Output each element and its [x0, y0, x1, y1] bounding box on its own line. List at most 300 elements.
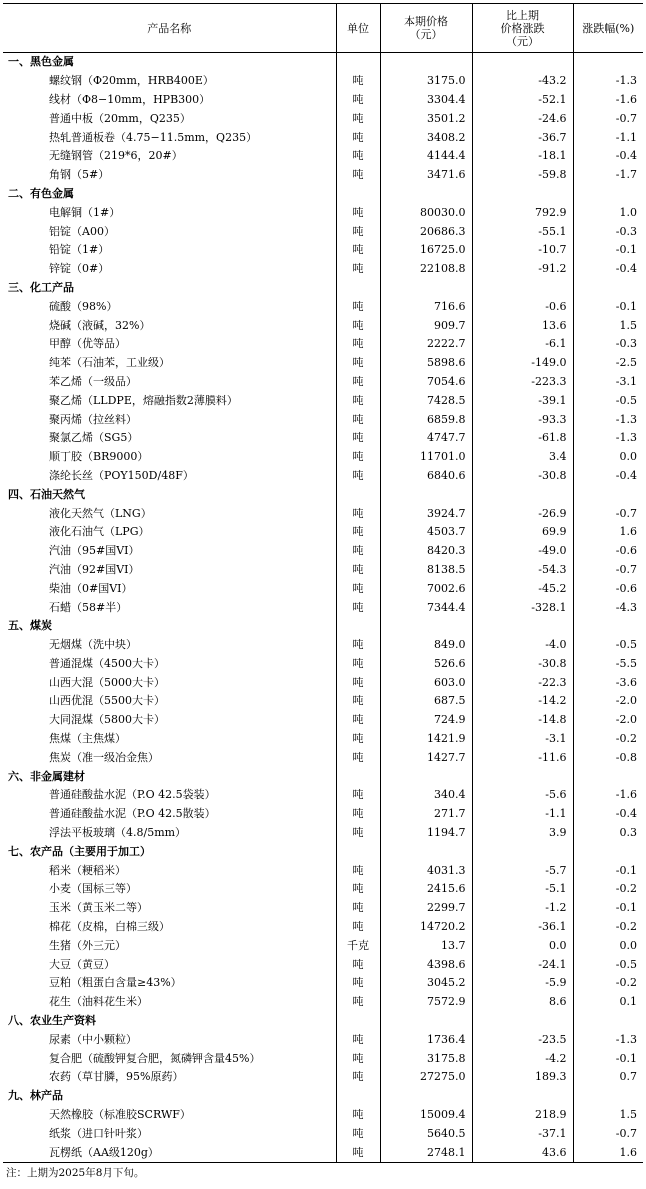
category-name: 四、石油天然气 — [8, 487, 85, 501]
cell-unit: 吨 — [336, 260, 380, 279]
cell-current-price: 3924.7 — [380, 504, 472, 523]
cell-unit: 吨 — [336, 974, 380, 993]
cell-unit: 吨 — [336, 579, 380, 598]
cell-change-percent: -0.1 — [573, 241, 643, 260]
cell-price-change: -61.8 — [472, 429, 573, 448]
cell-price-change: -5.9 — [472, 974, 573, 993]
cell-unit — [336, 485, 380, 504]
cell-change-percent: -0.5 — [573, 636, 643, 655]
cell-change-percent — [573, 485, 643, 504]
table-row — [3, 598, 643, 617]
cell-unit: 吨 — [336, 899, 380, 918]
category-row — [3, 1012, 643, 1031]
cell-unit: 吨 — [336, 373, 380, 392]
cell-price-change: -37.1 — [472, 1124, 573, 1143]
cell-unit: 吨 — [336, 561, 380, 580]
cell-change-percent: -2.0 — [573, 711, 643, 730]
cell-product-name: 聚丙烯（拉丝料） — [49, 412, 137, 426]
cell-product-name: 普通硅酸盐水泥（P.O 42.5散装） — [49, 807, 216, 821]
cell-product-name: 焦炭（准一级冶金焦） — [49, 750, 159, 764]
cell-product-name: 尿素（中小颗粒） — [49, 1032, 137, 1046]
table-row — [3, 260, 643, 279]
table-row — [3, 899, 643, 918]
table-row — [3, 241, 643, 260]
cell-product-name: 大豆（黄豆） — [49, 957, 115, 971]
table-row — [3, 467, 643, 486]
cell-change-percent: 0.0 — [573, 936, 643, 955]
cell-unit — [336, 1087, 380, 1106]
cell-product-name: 顺丁胶（BR9000） — [49, 450, 149, 464]
cell-product-name: 电解铜（1#） — [49, 205, 121, 219]
cell-change-percent: -0.1 — [573, 861, 643, 880]
table-row — [3, 448, 643, 467]
cell-price-change: -52.1 — [472, 91, 573, 110]
cell-unit: 吨 — [336, 1143, 380, 1162]
cell-unit: 吨 — [336, 354, 380, 373]
table-row — [3, 936, 643, 955]
cell-product-name: 农药（草甘膦，95%原药） — [49, 1070, 184, 1084]
table-row — [3, 711, 643, 730]
table-row — [3, 786, 643, 805]
cell-product-name: 汽油（95#国VI） — [49, 544, 140, 558]
cell-unit: 吨 — [336, 1124, 380, 1143]
table-row — [3, 955, 643, 974]
cell-change-percent: -4.3 — [573, 598, 643, 617]
cell-unit: 吨 — [336, 91, 380, 110]
cell-product-name: 甲醇（优等品） — [49, 337, 126, 351]
table-row — [3, 561, 643, 580]
cell-price-change: -36.1 — [472, 918, 573, 937]
footnote: 注：上期为2025年8月下旬。 — [6, 1167, 145, 1179]
category-row — [3, 485, 643, 504]
cell-unit: 吨 — [336, 448, 380, 467]
cell-price-change — [472, 842, 573, 861]
cell-current-price — [380, 485, 472, 504]
cell-change-percent: -0.1 — [573, 297, 643, 316]
cell-change-percent: -0.7 — [573, 1124, 643, 1143]
cell-product-name: 汽油（92#国VI） — [49, 562, 140, 576]
cell-price-change: -6.1 — [472, 335, 573, 354]
cell-unit: 吨 — [336, 824, 380, 843]
table-row — [3, 109, 643, 128]
cell-current-price: 687.5 — [380, 692, 472, 711]
table-row — [3, 1030, 643, 1049]
cell-current-price: 724.9 — [380, 711, 472, 730]
cell-current-price: 1736.4 — [380, 1030, 472, 1049]
cell-product-name: 纸浆（进口针叶浆） — [49, 1126, 148, 1140]
cell-current-price: 8138.5 — [380, 561, 472, 580]
cell-price-change — [472, 767, 573, 786]
cell-change-percent: -0.4 — [573, 147, 643, 166]
cell-price-change: -26.9 — [472, 504, 573, 523]
cell-unit: 吨 — [336, 523, 380, 542]
table-row — [3, 748, 643, 767]
cell-product-name: 热轧普通板卷（4.75−11.5mm，Q235） — [49, 130, 258, 144]
cell-unit: 吨 — [336, 993, 380, 1012]
cell-product-name: 瓦楞纸（AA级120g） — [3, 1143, 336, 1162]
cell-current-price — [380, 279, 472, 298]
cell-unit: 吨 — [336, 542, 380, 561]
cell-price-change: -0.6 — [472, 297, 573, 316]
table-row — [3, 316, 643, 335]
cell-unit: 千克 — [336, 936, 380, 955]
cell-product-name: 复合肥（硫酸钾复合肥，氮磷钾含量45%） — [49, 1051, 261, 1065]
cell-unit: 吨 — [336, 467, 380, 486]
cell-change-percent: -1.3 — [573, 429, 643, 448]
cell-current-price: 7344.4 — [380, 598, 472, 617]
cell-price-change: -1.1 — [472, 805, 573, 824]
category-row — [3, 617, 643, 636]
cell-current-price: 4398.6 — [380, 955, 472, 974]
cell-unit: 吨 — [336, 636, 380, 655]
cell-change-percent: -3.1 — [573, 373, 643, 392]
cell-change-percent: -0.4 — [573, 467, 643, 486]
cell-unit: 吨 — [336, 222, 380, 241]
cell-current-price: 6840.6 — [380, 467, 472, 486]
table-row — [3, 673, 643, 692]
cell-unit: 吨 — [336, 128, 380, 147]
cell-current-price: 22108.8 — [380, 260, 472, 279]
table-row — [3, 579, 643, 598]
cell-current-price: 4747.7 — [380, 429, 472, 448]
table-row — [3, 147, 643, 166]
cell-unit: 吨 — [336, 1049, 380, 1068]
cell-change-percent: -3.6 — [573, 673, 643, 692]
cell-current-price: 4031.3 — [380, 861, 472, 880]
cell-price-change: -45.2 — [472, 579, 573, 598]
cell-price-change: -1.2 — [472, 899, 573, 918]
cell-unit: 吨 — [336, 748, 380, 767]
cell-product-name: 纯苯（石油苯，工业级） — [49, 356, 170, 370]
cell-change-percent: 1.5 — [573, 1106, 643, 1125]
cell-current-price: 15009.4 — [380, 1106, 472, 1125]
cell-change-percent: -1.6 — [573, 786, 643, 805]
cell-current-price: 7572.9 — [380, 993, 472, 1012]
cell-price-change: -43.2 — [472, 72, 573, 91]
cell-price-change: -24.6 — [472, 109, 573, 128]
category-row — [3, 767, 643, 786]
cell-change-percent: -0.8 — [573, 748, 643, 767]
cell-unit: 吨 — [336, 391, 380, 410]
table-row — [3, 373, 643, 392]
cell-change-percent: -0.4 — [573, 260, 643, 279]
category-name: 六、非金属建材 — [8, 769, 85, 783]
header-price-change — [472, 4, 573, 53]
cell-current-price: 1421.9 — [380, 730, 472, 749]
cell-unit: 吨 — [336, 918, 380, 937]
cell-change-percent — [573, 767, 643, 786]
cell-price-change: 13.6 — [472, 316, 573, 335]
cell-change-percent: -0.3 — [573, 222, 643, 241]
cell-current-price: 16725.0 — [380, 241, 472, 260]
price-table — [3, 3, 643, 1163]
cell-current-price: 3304.4 — [380, 91, 472, 110]
cell-unit — [336, 279, 380, 298]
cell-change-percent: -0.7 — [573, 504, 643, 523]
table-row — [3, 523, 643, 542]
cell-change-percent: -0.7 — [573, 561, 643, 580]
cell-unit: 吨 — [336, 711, 380, 730]
cell-change-percent: 1.6 — [573, 1143, 643, 1162]
cell-price-change — [472, 485, 573, 504]
table-row — [3, 636, 643, 655]
cell-price-change: -5.7 — [472, 861, 573, 880]
table-row — [3, 655, 643, 674]
cell-current-price: 3175.0 — [380, 72, 472, 91]
cell-current-price — [380, 1087, 472, 1106]
cell-current-price: 20686.3 — [380, 222, 472, 241]
cell-unit — [336, 53, 380, 72]
cell-change-percent: -1.3 — [573, 72, 643, 91]
cell-change-percent: 1.6 — [573, 523, 643, 542]
cell-price-change: -30.8 — [472, 467, 573, 486]
cell-change-percent: 0.7 — [573, 1068, 643, 1087]
header-unit: 单位 — [336, 4, 380, 53]
table-row — [3, 166, 643, 185]
cell-price-change: 218.9 — [472, 1106, 573, 1125]
cell-change-percent: -0.2 — [573, 918, 643, 937]
cell-unit — [336, 842, 380, 861]
cell-change-percent: -1.7 — [573, 166, 643, 185]
cell-current-price — [380, 842, 472, 861]
cell-current-price: 2415.6 — [380, 880, 472, 899]
cell-price-change: -49.0 — [472, 542, 573, 561]
table-header-row — [3, 4, 643, 53]
cell-current-price: 11701.0 — [380, 448, 472, 467]
cell-product-name: 浮法平板玻璃（4.8/5mm） — [49, 826, 187, 840]
category-row — [3, 279, 643, 298]
cell-change-percent: -0.6 — [573, 579, 643, 598]
cell-change-percent — [573, 842, 643, 861]
cell-product-name: 铝锭（A00） — [49, 224, 115, 238]
cell-price-change: -93.3 — [472, 410, 573, 429]
category-row — [3, 842, 643, 861]
cell-product-name: 涤纶长丝（POY150D/48F） — [49, 468, 194, 482]
header-current-price-line1: 本期价格 — [404, 15, 448, 28]
table-row — [3, 993, 643, 1012]
cell-current-price: 7428.5 — [380, 391, 472, 410]
cell-product-name: 花生（油料花生米） — [49, 995, 148, 1009]
cell-change-percent: -0.5 — [573, 391, 643, 410]
cell-current-price: 2299.7 — [380, 899, 472, 918]
cell-product-name: 稻米（粳稻米） — [49, 863, 126, 877]
cell-change-percent: -5.5 — [573, 655, 643, 674]
cell-unit: 吨 — [336, 655, 380, 674]
cell-unit — [336, 767, 380, 786]
cell-unit: 吨 — [336, 1106, 380, 1125]
cell-price-change: -24.1 — [472, 955, 573, 974]
cell-price-change: 3.9 — [472, 824, 573, 843]
cell-change-percent: -0.1 — [573, 1049, 643, 1068]
table-row — [3, 730, 643, 749]
cell-product-name: 液化天然气（LNG） — [49, 506, 152, 520]
table-row — [3, 1124, 643, 1143]
table-row — [3, 1068, 643, 1087]
cell-unit: 吨 — [336, 805, 380, 824]
cell-change-percent: -0.2 — [573, 730, 643, 749]
cell-unit: 吨 — [336, 410, 380, 429]
cell-unit: 吨 — [336, 147, 380, 166]
cell-change-percent — [573, 53, 643, 72]
table-row — [3, 354, 643, 373]
table-row — [3, 203, 643, 222]
cell-price-change: -14.8 — [472, 711, 573, 730]
cell-product-name: 硫酸（98%） — [49, 299, 118, 313]
cell-unit: 吨 — [336, 316, 380, 335]
header-price-change-line3: （元） — [506, 34, 539, 48]
cell-current-price — [380, 185, 472, 204]
cell-unit: 吨 — [336, 166, 380, 185]
cell-unit: 吨 — [336, 598, 380, 617]
cell-change-percent: -0.1 — [573, 899, 643, 918]
cell-product-name: 柴油（0#国VI） — [49, 581, 133, 595]
cell-product-name: 山西优混（5500大卡） — [49, 694, 165, 708]
cell-price-change: -59.8 — [472, 166, 573, 185]
cell-change-percent — [573, 185, 643, 204]
cell-unit: 吨 — [336, 241, 380, 260]
cell-change-percent: 0.1 — [573, 993, 643, 1012]
cell-unit: 吨 — [336, 72, 380, 91]
category-name: 九、林产品 — [8, 1089, 63, 1103]
cell-current-price: 3045.2 — [380, 974, 472, 993]
table-row — [3, 861, 643, 880]
cell-product-name: 石蜡（58#半） — [49, 600, 128, 614]
cell-unit — [336, 617, 380, 636]
cell-change-percent: -1.6 — [573, 91, 643, 110]
cell-current-price: 716.6 — [380, 297, 472, 316]
cell-current-price: 2222.7 — [380, 335, 472, 354]
cell-current-price: 3408.2 — [380, 128, 472, 147]
table-row — [3, 72, 643, 91]
cell-product-name: 无缝钢管（219*6，20#） — [49, 149, 183, 163]
cell-current-price: 5640.5 — [380, 1124, 472, 1143]
cell-current-price: 80030.0 — [380, 203, 472, 222]
category-row — [3, 185, 643, 204]
cell-price-change: -91.2 — [472, 260, 573, 279]
cell-product-name: 山西大混（5000大卡） — [49, 675, 165, 689]
cell-price-change: -5.6 — [472, 786, 573, 805]
cell-product-name: 液化石油气（LPG） — [49, 525, 150, 539]
cell-unit: 吨 — [336, 730, 380, 749]
cell-price-change: -39.1 — [472, 391, 573, 410]
table-row — [3, 391, 643, 410]
header-current-price — [380, 4, 472, 53]
cell-product-name: 焦煤（主焦煤） — [49, 732, 126, 746]
table-row — [3, 692, 643, 711]
cell-price-change: -55.1 — [472, 222, 573, 241]
table-row — [3, 824, 643, 843]
table-row — [3, 297, 643, 316]
cell-current-price: 14720.2 — [380, 918, 472, 937]
cell-unit: 吨 — [336, 955, 380, 974]
table-row — [3, 222, 643, 241]
cell-current-price: 1427.7 — [380, 748, 472, 767]
cell-price-change — [472, 53, 573, 72]
cell-change-percent — [573, 279, 643, 298]
cell-change-percent: -1.3 — [573, 1030, 643, 1049]
cell-change-percent: 0.0 — [573, 448, 643, 467]
cell-unit: 吨 — [336, 692, 380, 711]
cell-unit: 吨 — [336, 429, 380, 448]
cell-price-change: -10.7 — [472, 241, 573, 260]
header-price-change-line1: 比上期 — [506, 8, 539, 22]
cell-product-name: 苯乙烯（一级品） — [49, 374, 137, 388]
cell-product-name: 普通混煤（4500大卡） — [49, 656, 165, 670]
category-row — [3, 53, 643, 72]
cell-current-price — [380, 767, 472, 786]
category-row — [3, 1087, 643, 1106]
cell-price-change: -3.1 — [472, 730, 573, 749]
cell-price-change: -22.3 — [472, 673, 573, 692]
table-row — [3, 128, 643, 147]
cell-change-percent: -0.2 — [573, 880, 643, 899]
cell-unit — [336, 185, 380, 204]
cell-current-price: 7002.6 — [380, 579, 472, 598]
cell-product-name: 普通中板（20mm，Q235） — [49, 111, 191, 125]
cell-unit — [336, 1012, 380, 1031]
cell-product-name: 无烟煤（洗中块） — [49, 638, 137, 652]
cell-current-price: 2748.1 — [380, 1143, 472, 1162]
cell-change-percent: 0.3 — [573, 824, 643, 843]
category-name: 八、农业生产资料 — [8, 1014, 96, 1028]
cell-product-name: 聚乙烯（LLDPE，熔融指数2薄膜料） — [49, 393, 238, 407]
cell-change-percent: -0.3 — [573, 335, 643, 354]
cell-current-price: 8420.3 — [380, 542, 472, 561]
cell-price-change: -4.0 — [472, 636, 573, 655]
cell-change-percent: -0.4 — [573, 805, 643, 824]
table-row — [3, 91, 643, 110]
cell-price-change — [472, 279, 573, 298]
cell-price-change: -328.1 — [472, 598, 573, 617]
cell-product-name: 小麦（国标三等） — [49, 882, 137, 896]
cell-change-percent — [573, 617, 643, 636]
cell-current-price: 4503.7 — [380, 523, 472, 542]
cell-current-price: 271.7 — [380, 805, 472, 824]
table-row — [3, 429, 643, 448]
cell-product-name: 普通硅酸盐水泥（P.O 42.5袋装） — [49, 788, 216, 802]
cell-current-price: 3501.2 — [380, 109, 472, 128]
cell-unit: 吨 — [336, 673, 380, 692]
cell-price-change: 8.6 — [472, 993, 573, 1012]
cell-unit: 吨 — [336, 203, 380, 222]
cell-current-price: 1194.7 — [380, 824, 472, 843]
cell-current-price: 6859.8 — [380, 410, 472, 429]
cell-price-change — [472, 1012, 573, 1031]
cell-current-price: 526.6 — [380, 655, 472, 674]
header-change-percent: 涨跌幅(%) — [573, 4, 643, 53]
cell-product-name: 棉花（皮棉，白棉三级） — [49, 920, 170, 934]
table-body — [3, 53, 643, 1163]
cell-price-change: -11.6 — [472, 748, 573, 767]
cell-current-price: 3175.8 — [380, 1049, 472, 1068]
cell-unit: 吨 — [336, 297, 380, 316]
table-row — [3, 1143, 643, 1162]
cell-product-name: 角钢（5#） — [49, 168, 110, 182]
cell-change-percent: -1.3 — [573, 410, 643, 429]
header-price-change-line2: 价格涨跌 — [500, 21, 545, 35]
cell-current-price: 7054.6 — [380, 373, 472, 392]
cell-product-name: 铅锭（1#） — [49, 243, 110, 257]
cell-unit: 吨 — [336, 504, 380, 523]
cell-price-change: -36.7 — [472, 128, 573, 147]
header-product-name: 产品名称 — [3, 4, 336, 53]
cell-change-percent: -0.5 — [573, 955, 643, 974]
cell-product-name: 大同混煤（5800大卡） — [49, 713, 165, 727]
cell-price-change: -149.0 — [472, 354, 573, 373]
cell-current-price: 4144.4 — [380, 147, 472, 166]
cell-current-price: 603.0 — [380, 673, 472, 692]
table-row — [3, 410, 643, 429]
